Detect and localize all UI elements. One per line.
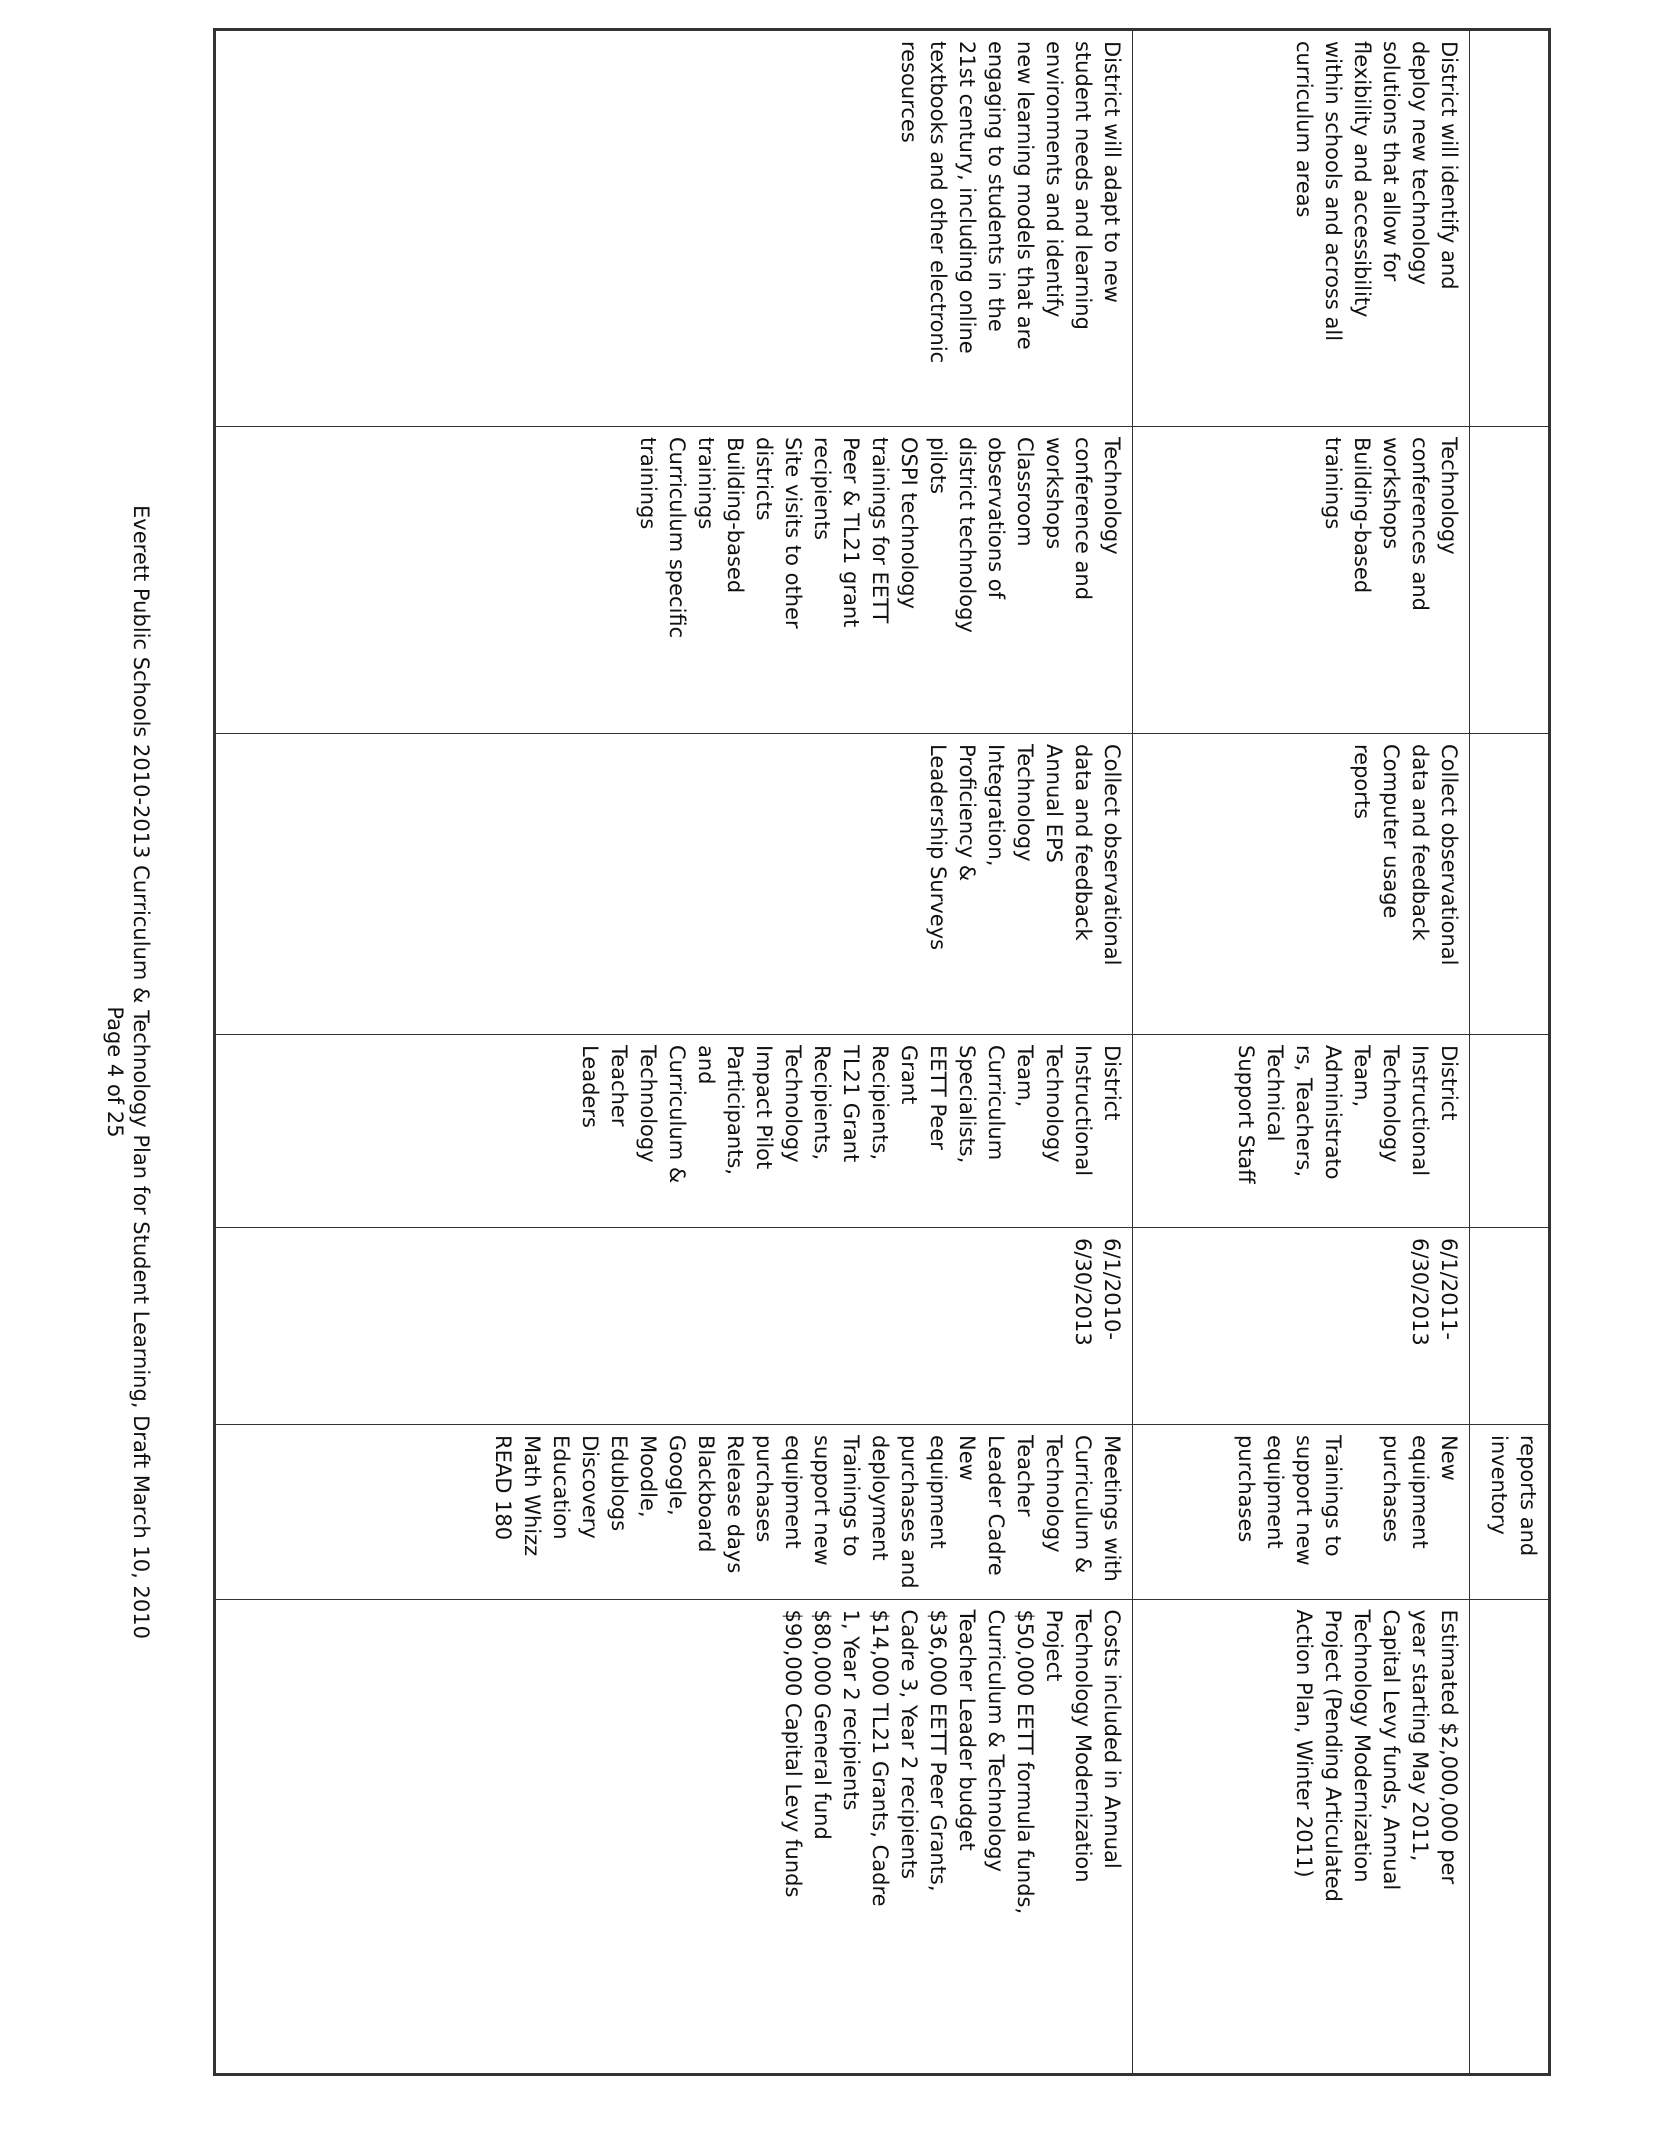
cell-text-line: Impact Pilot [752,1045,776,1170]
cell-text-line: Administrato [1321,1045,1345,1180]
header-cell-col4 [1470,1035,1550,1228]
cell-text-line: Edublogs [607,1435,631,1532]
cell-text-line: Technology Modernization [1350,1609,1374,1883]
cell-text-line: 6/30/2013 [1071,1238,1095,1346]
evaluation-cell [215,734,1133,1035]
cell-text-line: Grant [897,1045,921,1105]
goal-cell [215,30,1133,427]
cell-text-line: 21st century, including online [955,41,979,354]
evaluation-cell [1133,734,1470,1035]
timeline-cell [215,1228,1133,1425]
cell-text-line: Action Plan, Winter 2011) [1292,1609,1316,1878]
cell-text-line: support new [1292,1435,1316,1566]
cell-text-line: workshops [1042,437,1066,550]
cell-text-line: Building-based [1350,437,1374,594]
cell-text-line: recipients [810,437,834,541]
cell-text-line: District will identify and [1437,41,1461,290]
cell-text-line: $80,000 General fund [810,1609,834,1840]
cell-text-line: Trainings to [1321,1435,1345,1557]
cell-text-line: Meetings with [1100,1435,1124,1582]
responsible-cell [1133,1035,1470,1228]
cell-text-line: Participants, [723,1045,747,1176]
cell-text-line: Trainings to [839,1435,863,1557]
budget-cell [1133,1599,1470,2074]
professional-development-cell [1133,427,1470,734]
cell-text-line: Proficiency & [955,744,979,882]
cell-text-line: Technology [1042,1045,1066,1163]
cell-text-line: equipment [926,1435,950,1549]
cell-text-line: Specialists, [955,1045,979,1164]
table-row [1133,30,1470,2075]
cell-text-line: resources [897,41,921,143]
table-row [1470,30,1550,2075]
cell-text-line: within schools and across all [1321,41,1345,342]
cell-text-line: purchases [752,1435,776,1543]
page-number: Page 4 of 25 [103,1006,127,1138]
cell-text-line: $90,000 Capital Levy funds [781,1609,805,1898]
cell-text-line: year starting May 2011, [1408,1609,1432,1862]
cell-text-line: reports [1350,744,1374,820]
cell-text-line [1347,1435,1376,1589]
header-cell-col6 [1470,1425,1550,1600]
cell-text-line: Estimated $2,000,000 per [1437,1609,1461,1885]
responsible-cell [215,1035,1133,1228]
cell-text-line: Curriculum & Technology [984,1609,1008,1873]
professional-development-cell [215,427,1133,734]
cell-text-line: solutions that allow for [1379,41,1403,282]
resources-cell [215,1425,1133,1600]
cell-text-line: $50,000 EETT formula funds, [1013,1609,1037,1915]
cell-text-line: Math Whizz [520,1435,544,1557]
cell-text-line: Leaders [578,1045,602,1128]
cell-text-line: Technology [1042,1435,1066,1553]
cell-text-line: $36,000 EETT Peer Grants, [926,1609,950,1892]
cell-text-line: Cadre 3, Year 2 recipients [897,1609,921,1880]
cell-text-line: 1, Year 2 recipients [839,1609,863,1811]
cell-text-line: Technology [1100,437,1124,555]
page-footer [102,0,154,2144]
cell-text-line: Team, [1350,1045,1374,1108]
cell-text-line: district technology [955,437,979,633]
cell-text-line: environments and identify [1042,41,1066,318]
cell-text-line: Peer & TL21 grant [839,437,863,628]
cell-text-line: Integration, [984,744,1008,867]
cell-text-line: purchases and [897,1435,921,1589]
cell-text-line: Teacher Leader budget [955,1609,979,1851]
cell-text-line: reports and [1516,1435,1540,1557]
technology-plan-table [213,28,1551,2076]
cell-text-line: Curriculum & [1071,1435,1095,1574]
cell-text-line: Teacher [607,1045,631,1127]
cell-text-line: Google, [665,1435,689,1516]
cell-text-line: Recipients, [810,1045,834,1161]
cell-text-line: conference and [1071,437,1095,601]
table-row [215,30,1133,2075]
cell-text-line: pilots [926,437,950,495]
cell-text-line: Technology [1437,437,1461,555]
footer-title: Everett Public Schools 2010-2013 Curriculum & Technology Plan for Student Learning, Draft March 10, 2010 [129,505,153,1639]
cell-text-line: districts [752,437,776,521]
cell-text-line: observations of [984,437,1008,600]
cell-text-line: Annual EPS [1042,744,1066,863]
cell-text-line: New [1437,1435,1461,1481]
cell-text-line: Technology [636,1045,660,1163]
cell-text-line: Technical [1263,1045,1287,1142]
cell-text-line: engaging to students in the [984,41,1008,332]
goal-cell [1133,30,1470,427]
cell-text-line: Release days [723,1435,747,1574]
cell-text-line: Site visits to other [781,437,805,629]
cell-text-line: data and feedback [1071,744,1095,941]
cell-text-line: equipment [1263,1435,1287,1549]
cell-text-line: data and feedback [1408,744,1432,941]
cell-text-line: Technology [1379,1045,1403,1163]
cell-text-line: new learning models that are [1013,41,1037,350]
cell-text-line: Leadership Surveys [926,744,950,951]
cell-text-line: trainings for EETT [868,437,892,624]
cell-text-line: 6/1/2011- [1437,1238,1461,1340]
header-cell-col7 [1470,1599,1550,2074]
cell-text-line: EETT Peer [926,1045,950,1150]
cell-text-line: Blackboard [694,1435,718,1553]
cell-text-line: 6/30/2013 [1408,1238,1432,1346]
cell-text-line: conferences and [1408,437,1432,612]
cell-text-line: Computer usage [1379,744,1403,919]
cell-text-line: purchases [1234,1435,1258,1543]
cell-text-line: Recipients, [868,1045,892,1161]
cell-text-line: READ 180 [491,1435,515,1541]
cell-text-line: workshops [1379,437,1403,550]
cell-text-line: Instructional [1408,1045,1432,1177]
cell-text-line: Project [1042,1609,1066,1682]
cell-text-line: trainings [1321,437,1345,530]
cell-text-line: textbooks and other electronic [926,41,950,364]
cell-text-line: Curriculum [984,1045,1008,1161]
cell-text-line: Capital Levy funds, Annual [1379,1609,1403,1891]
cell-text-line: Support Staff [1234,1045,1258,1184]
cell-text-line: rs, Teachers, [1292,1045,1316,1177]
cell-text-line: Costs included in Annual [1100,1609,1124,1869]
cell-text-line: equipment [1408,1435,1432,1549]
cell-text-line: Project (Pending Articulated [1321,1609,1345,1902]
cell-text-line: purchases [1379,1435,1403,1543]
cell-text-line: District [1437,1045,1461,1121]
cell-text-line: Leader Cadre [984,1435,1008,1576]
cell-text-line: District [1100,1045,1124,1121]
cell-text-line: TL21 Grant [839,1045,863,1163]
cell-text-line: Collect observational [1100,744,1124,966]
cell-text-line: flexibility and accessibility [1350,41,1374,318]
header-cell-col1 [1470,30,1550,427]
resources-cell [1133,1425,1470,1600]
cell-text-line: curriculum areas [1292,41,1316,218]
cell-text-line: deployment [868,1435,892,1561]
timeline-cell [1133,1228,1470,1425]
cell-text-line: 6/1/2010- [1100,1238,1124,1340]
cell-text-line: OSPI technology [897,437,921,609]
cell-text-line: Curriculum & [665,1045,689,1184]
cell-text-line: and [694,1045,718,1085]
cell-text-line: Moodle, [636,1435,660,1518]
cell-text-line: Building-based [723,437,747,594]
cell-text-line: equipment [781,1435,805,1549]
header-cell-col3 [1470,734,1550,1035]
cell-text-line: District will adapt to new [1100,41,1124,303]
header-cell-col2 [1470,427,1550,734]
cell-text-line: Technology Modernization [1071,1609,1095,1883]
cell-text-line: $14,000 TL21 Grants, Cadre [868,1609,892,1907]
cell-text-line: Teacher [1013,1435,1037,1517]
cell-text-line: Curriculum specific [665,437,689,639]
cell-text-line: Collect observational [1437,744,1461,966]
cell-text-line: student needs and learning [1071,41,1095,330]
cell-text-line: Instructional [1071,1045,1095,1177]
cell-text-line: New [955,1435,979,1481]
cell-text-line: trainings [636,437,660,530]
cell-text-line: trainings [694,437,718,530]
cell-text-line: support new [810,1435,834,1566]
cell-text-line: deploy new technology [1408,41,1432,286]
cell-text-line: Technology [781,1045,805,1163]
cell-text-line: Team, [1013,1045,1037,1108]
cell-text-line: Education [549,1435,573,1540]
cell-text-line: Discovery [578,1435,602,1539]
cell-text-line: Classroom [1013,437,1037,547]
budget-cell [215,1599,1133,2074]
cell-text-line: Technology [1013,744,1037,862]
cell-text-line: inventory [1487,1435,1511,1535]
header-cell-col5 [1470,1228,1550,1425]
